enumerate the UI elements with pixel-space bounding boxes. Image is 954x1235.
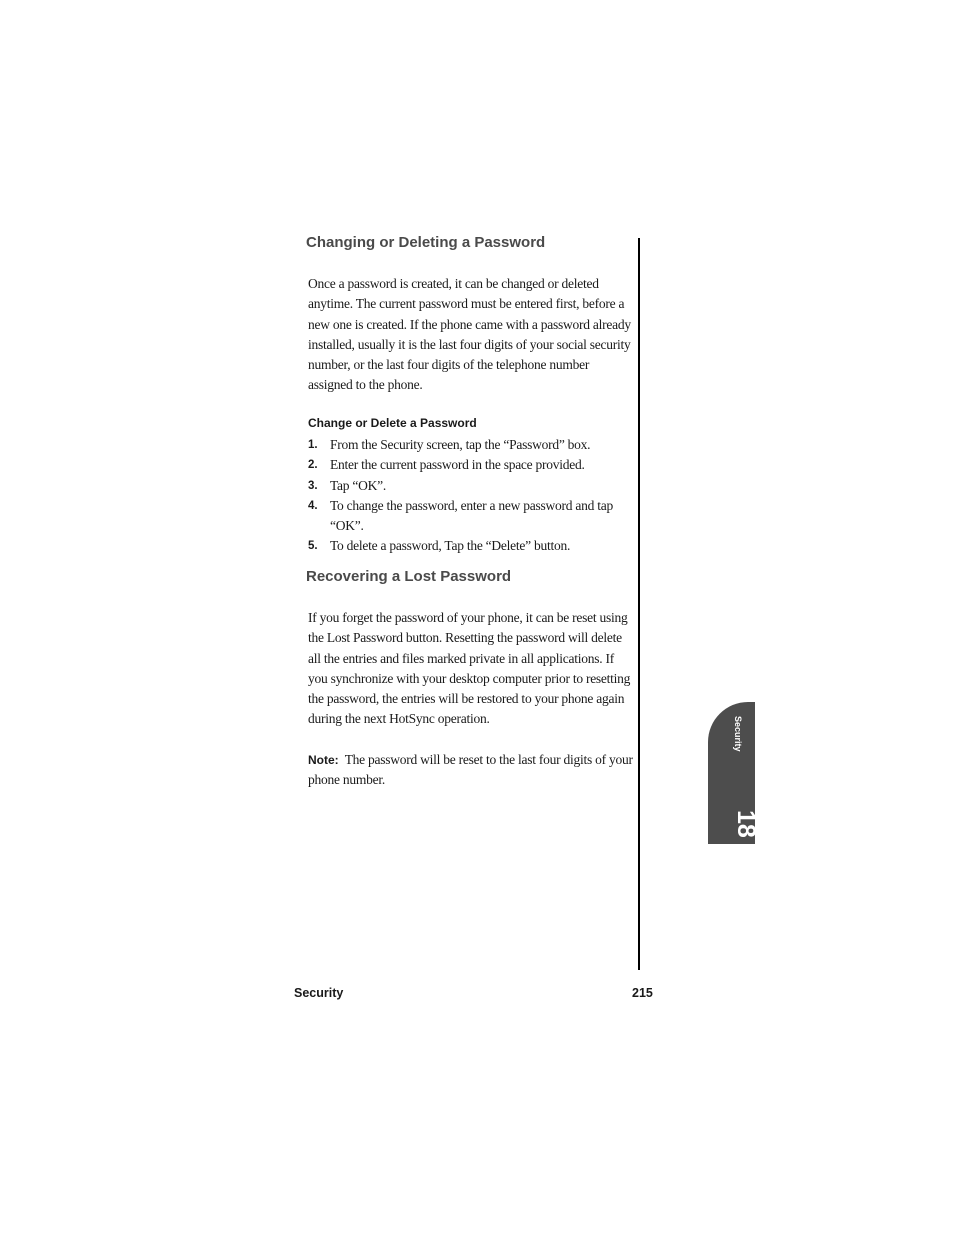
procedure-steps-list [308,435,634,557]
step-text: Tap “OK”. [330,477,387,493]
chapter-tab [708,702,760,844]
step-text: To change the password, enter a new password and tap “OK”. [330,497,613,534]
column-divider-rule [638,238,640,970]
procedure-heading: Change or Delete a Password [308,416,477,430]
footer-page-number: 215 [632,986,653,1000]
step-number: 3. [308,479,318,492]
list-item [308,496,634,537]
section-paragraph-recovering-password [308,608,634,730]
chapter-tab-label: Security [733,716,743,752]
section-heading-recovering-password: Recovering a Lost Password [306,568,512,585]
list-item [308,435,634,455]
step-number: 5. [308,540,318,553]
paragraph-text: If you forget the password of your phone, it can be reset using the Lost Password button. Resetting the password will delete all the entries and files marked private in all applications. If you synchronize with your desktop computer prior to resetting the password, the entries will be restored to your phone again during the next HotSync operation. [308,610,631,727]
footer-section-name: Security [294,986,344,1000]
note-text: The password will be reset to the last four digits of your phone number. [308,752,633,788]
step-number: 1. [308,439,318,451]
paragraph-text: Once a password is created, it can be changed or deleted anytime. The current password must be entered first, before a new one is created. If the phone came with a password already installed, usually it is the last four digits of your social security number, or the last four digits of the telephone number assigned to the phone. [308,276,631,393]
step-number: 2. [308,459,318,472]
section-paragraph-changing-password [308,274,634,396]
step-text: To delete a password, Tap the “Delete” button. [330,538,571,554]
section-heading-changing-password: Changing or Deleting a Password [306,234,546,251]
list-item [308,536,634,556]
note-label: Note: [308,753,339,767]
step-text: From the Security screen, tap the “Password” box. [330,437,591,452]
list-item [308,455,634,475]
step-text: Enter the current password in the space provided. [330,457,585,473]
chapter-tab-number: 18 [732,810,760,838]
note [308,750,634,791]
note-paragraph [308,750,634,791]
step-number: 4. [308,499,318,512]
list-item [308,476,634,496]
